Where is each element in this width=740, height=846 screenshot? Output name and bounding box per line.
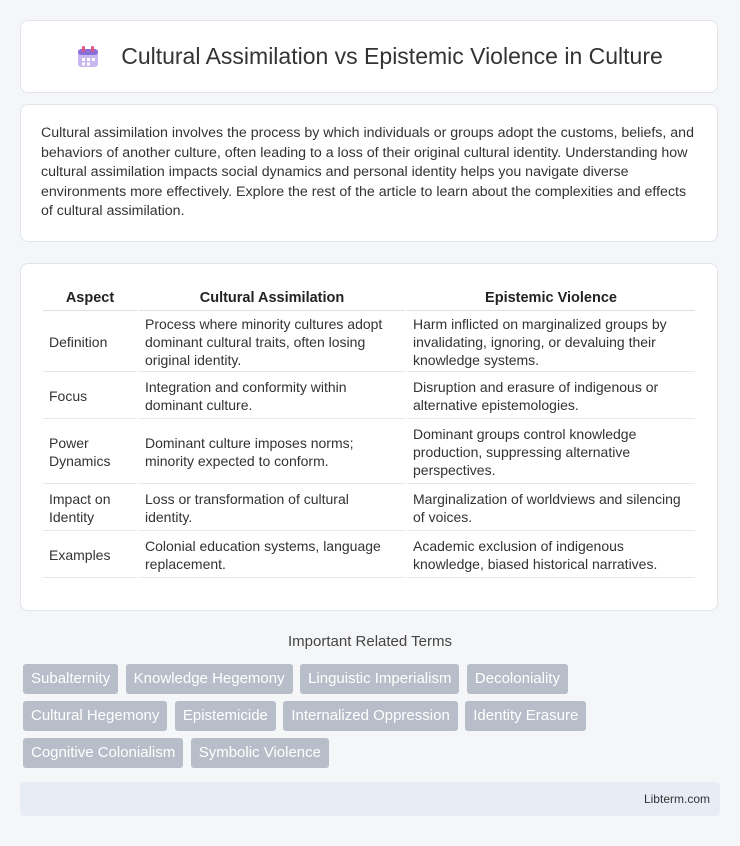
related-term-tag[interactable]: Internalized Oppression [283, 701, 457, 731]
related-term-tag[interactable]: Decoloniality [467, 664, 568, 694]
table-cell-aspect: Focus [43, 374, 137, 419]
intro-card [20, 104, 718, 242]
related-terms-title: Important Related Terms [288, 633, 452, 650]
comparison-table-card [20, 263, 718, 611]
table-cell: Academic exclusion of indigenous knowledge, biased historical narratives. [407, 533, 695, 578]
table-cell: Integration and conformity within dominant culture. [139, 374, 405, 419]
column-header-aspect: Aspect [43, 286, 137, 311]
table-cell: Loss or transformation of cultural identity. [139, 486, 405, 531]
table-row [43, 374, 695, 419]
table-cell: Disruption and erasure of indigenous or alternative epistemologies. [407, 374, 695, 419]
related-term-tag[interactable]: Identity Erasure [465, 701, 586, 731]
table-row [43, 421, 695, 484]
table-cell: Colonial education systems, language replacement. [139, 533, 405, 578]
table-cell: Dominant groups control knowledge production, suppressing alternative perspectives. [407, 421, 695, 484]
table-cell: Harm inflicted on marginalized groups by invalidating, ignoring, or devaluing their knowledge systems. [407, 313, 695, 372]
table-row [43, 533, 695, 578]
table-cell-aspect: Impact on Identity [43, 486, 137, 531]
intro-text: Cultural assimilation involves the process by which individuals or groups adopt the customs, beliefs, and behaviors of another culture, often leading to a loss of their original cultural identity. Understanding how cultural assimilation impacts social dynamics and personal identity helps you navigate diverse environments more effectively. Explore the rest of the article to learn about the complexities and effects of cultural assimilation. [41, 125, 694, 220]
comparison-table [41, 284, 697, 580]
table-cell: Marginalization of worldviews and silencing of voices. [407, 486, 695, 531]
table-cell: Process where minority cultures adopt dominant cultural traits, often losing original identity. [139, 313, 405, 372]
column-header-epistemic-violence: Epistemic Violence [407, 286, 695, 311]
page-title: Cultural Assimilation vs Epistemic Violence in Culture [121, 43, 663, 69]
calendar-icon [75, 44, 101, 70]
table-row [43, 313, 695, 372]
related-term-tag[interactable]: Knowledge Hegemony [126, 664, 293, 694]
column-header-cultural-assimilation: Cultural Assimilation [139, 286, 405, 311]
table-header-row [43, 286, 695, 311]
related-term-tag[interactable]: Cognitive Colonialism [23, 738, 183, 768]
table-cell-aspect: Power Dynamics [43, 421, 137, 484]
table-row [43, 486, 695, 531]
related-term-tag[interactable]: Cultural Hegemony [23, 701, 167, 731]
related-term-tag[interactable]: Symbolic Violence [191, 738, 329, 768]
footer [20, 782, 720, 816]
header-card [20, 20, 718, 93]
related-term-tag[interactable]: Epistemicide [175, 701, 276, 731]
table-cell-aspect: Examples [43, 533, 137, 578]
table-cell-aspect: Definition [43, 313, 137, 372]
related-terms-list [23, 664, 723, 775]
table-cell: Dominant culture imposes norms; minority expected to conform. [139, 421, 405, 484]
related-term-tag[interactable]: Linguistic Imperialism [300, 664, 459, 694]
related-term-tag[interactable]: Subalternity [23, 664, 118, 694]
footer-site-link[interactable]: Libterm.com [643, 792, 710, 806]
